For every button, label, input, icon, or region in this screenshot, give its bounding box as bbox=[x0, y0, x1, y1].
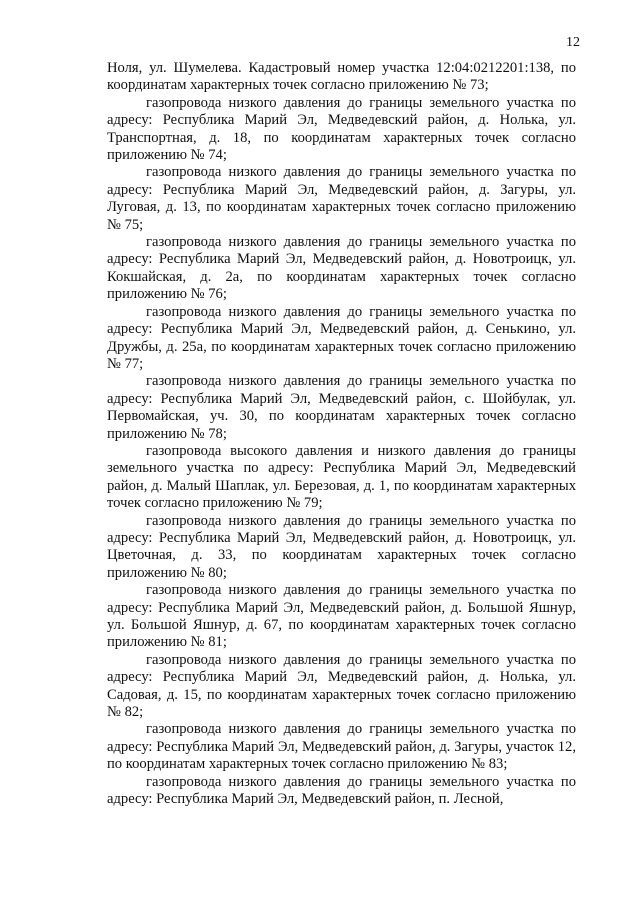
paragraph-appendix-77: газопровода низкого давления до границы земельного участка по адресу: Республика Марий Эл, Медведевский район, д. Сенькино, ул. Дружбы, д. 25а, по координатам характерных точек согласно приложению № 77; bbox=[107, 303, 576, 372]
paragraph-appendix-75: газопровода низкого давления до границы земельного участка по адресу: Республика Марий Эл, Медведевский район, д. Загуры, ул. Луговая, д. 13, по координатам характерных точек согласно приложению № 75; bbox=[107, 164, 576, 233]
page-number: 12 bbox=[566, 35, 580, 50]
paragraph-appendix-82: газопровода низкого давления до границы земельного участка по адресу: Республика Марий Эл, Медведевский район, д. Нолька, ул. Садовая, д. 15, по координатам характерных точек согласно приложению № 82; bbox=[107, 651, 576, 721]
paragraph-appendix-80: газопровода низкого давления до границы земельного участка по адресу: Республика Марий Эл, Медведевский район, д. Новотроицк, ул. Цветочная, д. 33, по координатам характерных точек согласно приложению № 80; bbox=[107, 512, 576, 581]
document-body bbox=[107, 60, 576, 808]
paragraph-appendix-79: газопровода высокого давления и низкого давления до границы земельного участка по адресу: Республика Марий Эл, Медведевский район, д. Малый Шаплак, ул. Березовая, д. 1, по координатам характерных точек согласно приложению № 79; bbox=[107, 442, 576, 512]
paragraph-appendix-74: газопровода низкого давления до границы земельного участка по адресу: Республика Марий Эл, Медведевский район, д. Нолька, ул. Транспортная, д. 18, по координатам характерных точек согласно приложению № 74; bbox=[107, 94, 576, 164]
paragraph-appendix-78: газопровода низкого давления до границы земельного участка по адресу: Республика Марий Эл, Медведевский район, с. Шойбулак, ул. Первомайская, уч. 30, по координатам характерных точек согласно приложению № 78; bbox=[107, 373, 576, 442]
paragraph-appendix-81: газопровода низкого давления до границы земельного участка по адресу: Республика Марий Эл, Медведевский район, д. Большой Яшнур, ул. Большой Яшнур, д. 67, по координатам характерных точек согласно приложению № 81; bbox=[107, 582, 576, 651]
paragraph-appendix-83: газопровода низкого давления до границы земельного участка по адресу: Республика Марий Эл, Медведевский район, д. Загуры, участок 12, по координатам характерных точек согласно приложению № 83; bbox=[107, 721, 576, 773]
paragraph-appendix-76: газопровода низкого давления до границы земельного участка по адресу: Республика Марий Эл, Медведевский район, д. Новотроицк, ул. Кокшайская, д. 2а, по координатам характерных точек согласно приложению № 76; bbox=[107, 234, 576, 303]
paragraph-lesnoy: газопровода низкого давления до границы земельного участка по адресу: Республика Марий Эл, Медведевский район, п. Лесной, bbox=[107, 773, 576, 808]
paragraph-continuation: Ноля, ул. Шумелева. Кадастровый номер участка 12:04:0212201:138, по координатам характерных точек согласно приложению № 73; bbox=[107, 60, 576, 94]
